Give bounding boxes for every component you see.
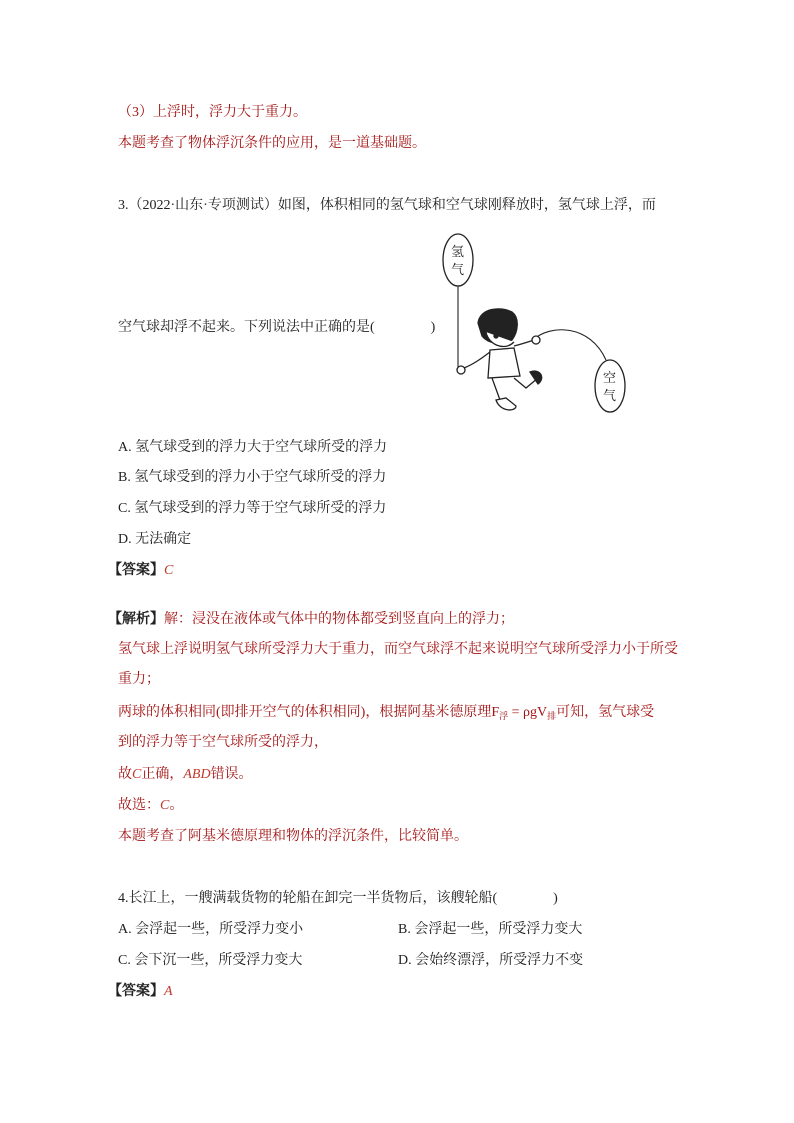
q4-option-a: A. 会浮起一些，所受浮力变小 [118, 922, 304, 937]
q3-option-d: D. 无法确定 [118, 532, 192, 547]
q3-choose: 故选：C。 [118, 798, 184, 813]
prev-item-3: （3）上浮时，浮力大于重力。 [118, 105, 307, 120]
q3-analysis-line3: 重力； [118, 672, 160, 687]
answer-label: 【答案】 [108, 563, 164, 578]
hydrogen-balloon [443, 234, 473, 286]
hydrogen-balloon-label-1: 氢 [451, 245, 465, 260]
balloon-figure [430, 228, 630, 423]
q4-stem: 4.长江上，一艘满载货物的轮船在卸完一半货物后，该艘轮船( ) [118, 891, 558, 906]
q3-summary: 本题考查了阿基米德原理和物体的浮沉条件，比较简单。 [118, 829, 468, 844]
child-figure [457, 309, 542, 410]
q3-option-b: B. 氢气球受到的浮力小于空气球所受的浮力 [118, 470, 387, 485]
answer-value: C [164, 563, 174, 578]
q3-analysis-line1: 【解析】解：浸没在液体或气体中的物体都受到竖直向上的浮力； [108, 612, 514, 627]
q3-analysis-line4: 两球的体积相同(即排开空气的体积相同)，根据阿基米德原理$F_浮 = \rho gV_排$可知，氢气球受 [118, 705, 655, 721]
q4-answer [108, 982, 173, 1002]
analysis-label: 【解析】 [108, 612, 164, 627]
q3-option-a: A. 氢气球受到的浮力大于空气球所受的浮力 [118, 440, 388, 455]
q3-analysis-line5: 到的浮力等于空气球所受的浮力， [118, 735, 328, 750]
air-balloon-string [533, 330, 606, 360]
air-balloon-label-1: 空 [603, 371, 617, 386]
hydrogen-balloon-label-2: 气 [451, 263, 465, 278]
prev-summary: 本题考查了物体浮沉条件的应用，是一道基础题。 [118, 136, 426, 151]
air-balloon [595, 360, 625, 412]
q3-stem-line1: 3.（2022·山东·专项测试）如图，体积相同的氢气球和空气球刚释放时，氢气球上浮，而 [118, 198, 656, 213]
q3-option-c: C. 氢气球受到的浮力等于空气球所受的浮力 [118, 501, 387, 516]
q3-stem-line2: 空气球却浮不起来。下列说法中正确的是( ) [118, 320, 436, 335]
q3-answer [108, 561, 173, 581]
air-balloon-label-2: 气 [603, 389, 617, 404]
q4-option-b: B. 会浮起一些，所受浮力变大 [398, 922, 583, 937]
answer-label: 【答案】 [108, 984, 164, 999]
q4-option-c: C. 会下沉一些，所受浮力变大 [118, 953, 303, 968]
q3-conclusion: 故C正确，ABD错误。 [118, 767, 253, 782]
q3-analysis-line2: 氢气球上浮说明氢气球所受浮力大于重力，而空气球浮不起来说明空气球所受浮力小于所受 [118, 642, 678, 657]
answer-value: A [164, 984, 173, 999]
q4-option-d: D. 会始终漂浮，所受浮力不变 [398, 953, 584, 968]
